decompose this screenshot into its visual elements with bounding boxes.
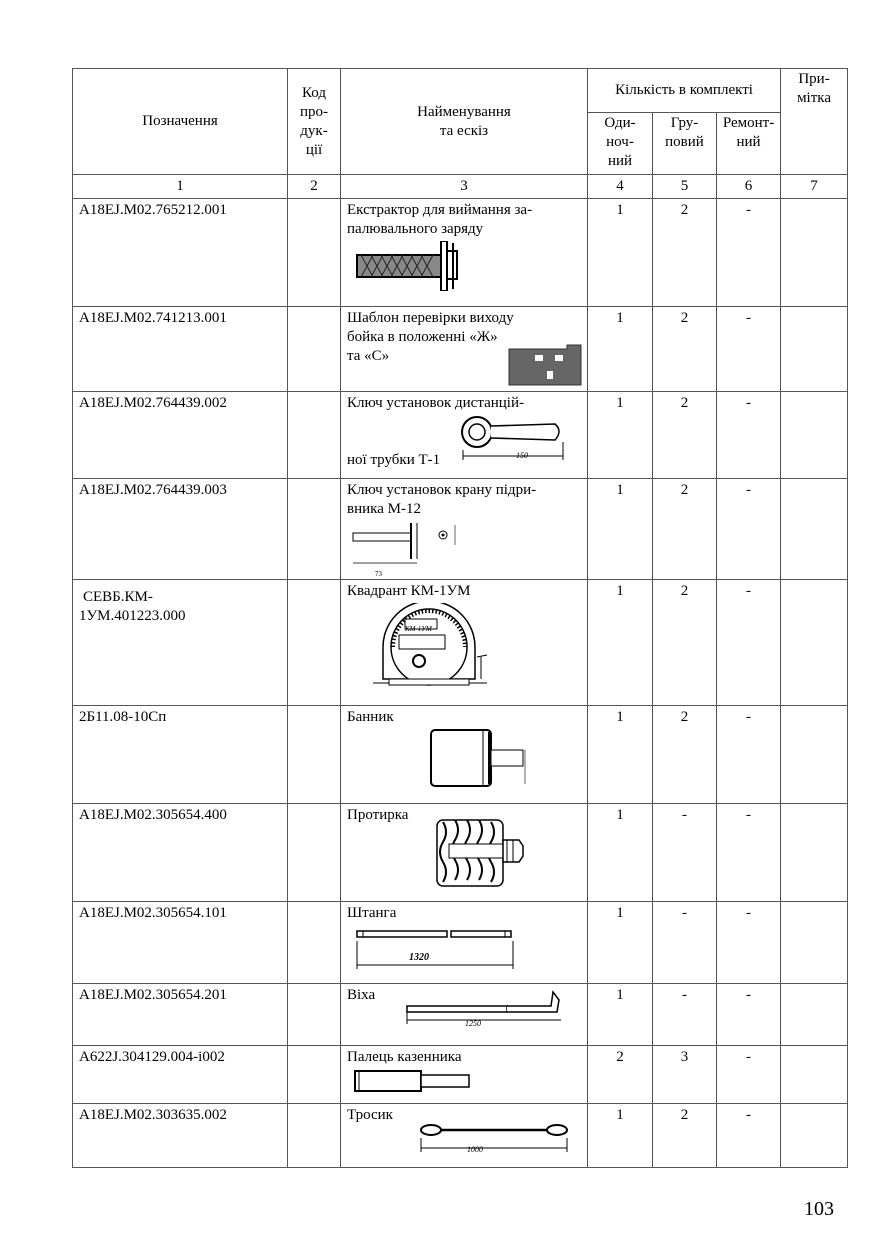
table-row xyxy=(73,199,848,307)
header-product-code: Код про- дук- ції xyxy=(288,69,341,175)
row-designation: А18ЕJ.М02.764439.002 xyxy=(73,392,288,479)
row-repair: - xyxy=(717,984,781,1046)
rod-dimension: 1320 xyxy=(409,952,429,963)
row-designation: А18ЕJ.М02.764439.003 xyxy=(73,479,288,580)
valve-key-sketch xyxy=(347,521,467,569)
header-designation: Позначення xyxy=(73,69,288,175)
row-group: 3 xyxy=(653,1046,717,1104)
row-repair: - xyxy=(717,804,781,902)
row-single: 1 xyxy=(588,580,653,706)
row-name: Ключ установок дистанцій- ної трубки Т-1 150 xyxy=(341,392,588,479)
table-row xyxy=(73,580,848,706)
row-repair: - xyxy=(717,479,781,580)
row-group: - xyxy=(653,902,717,984)
row-group: - xyxy=(653,804,717,902)
table-row xyxy=(73,1104,848,1168)
valve-key-dimension: 73 xyxy=(375,570,382,578)
row-designation: А18ЕJ.М02.765212.001 xyxy=(73,199,288,307)
cable-sketch xyxy=(411,1120,581,1160)
template-sketch xyxy=(505,343,585,387)
row-designation: А18ЕJ.М02.741213.001 xyxy=(73,307,288,392)
row-group: 2 xyxy=(653,1104,717,1168)
page-number: 103 xyxy=(804,1198,834,1220)
column-number: 4 xyxy=(588,175,653,199)
table-row xyxy=(73,902,848,984)
table-row xyxy=(73,984,848,1046)
row-group: 2 xyxy=(653,706,717,804)
row-group: - xyxy=(653,984,717,1046)
header-group: Гру- повий xyxy=(653,113,717,175)
row-designation: А18ЕJ.М02.303635.002 xyxy=(73,1104,288,1168)
row-name: Ключ установок крану підри- вника М-12 73 xyxy=(341,479,588,580)
column-number: 7 xyxy=(781,175,848,199)
row-repair: - xyxy=(717,706,781,804)
row-repair: - xyxy=(717,902,781,984)
row-designation: А18ЕJ.М02.305654.400 xyxy=(73,804,288,902)
table-row xyxy=(73,479,848,580)
table-row xyxy=(73,1046,848,1104)
pin-sketch xyxy=(347,1069,477,1095)
row-repair: - xyxy=(717,392,781,479)
spec-table xyxy=(72,68,848,1168)
cable-dimension: 1000 xyxy=(467,1145,483,1154)
row-group: 2 xyxy=(653,580,717,706)
row-repair: - xyxy=(717,199,781,307)
rod-sketch xyxy=(347,925,527,973)
column-number: 5 xyxy=(653,175,717,199)
wiper-sketch xyxy=(427,810,537,894)
pole-sketch xyxy=(401,990,581,1026)
quadrant-sketch xyxy=(369,603,509,701)
table-row xyxy=(73,706,848,804)
row-single: 1 xyxy=(588,706,653,804)
header-repair: Ремонт- ний xyxy=(717,113,781,175)
row-name: Тросик 1000 xyxy=(341,1104,588,1168)
header-single: Оди- ноч- ний xyxy=(588,113,653,175)
row-single: 1 xyxy=(588,804,653,902)
row-single: 1 xyxy=(588,984,653,1046)
row-name: Банник xyxy=(341,706,588,804)
row-group: 2 xyxy=(653,479,717,580)
row-single: 1 xyxy=(588,902,653,984)
extractor-sketch xyxy=(351,241,471,291)
row-designation: А18ЕJ.М02.305654.101 xyxy=(73,902,288,984)
row-single: 1 xyxy=(588,1104,653,1168)
header-name: Найменування та ескіз xyxy=(341,69,588,175)
column-number: 1 xyxy=(73,175,288,199)
row-repair: - xyxy=(717,307,781,392)
row-group: 2 xyxy=(653,392,717,479)
row-repair: - xyxy=(717,1046,781,1104)
pole-dimension: 1250 xyxy=(465,1019,481,1028)
row-name: Віха 1250 xyxy=(341,984,588,1046)
header-qty-group: Кількість в комплекті xyxy=(588,69,781,113)
quadrant-label: КМ-1УМ xyxy=(405,625,432,633)
table-row xyxy=(73,804,848,902)
bannik-sketch xyxy=(427,724,537,794)
row-name: Палець казенника xyxy=(341,1046,588,1104)
key-dimension: 150 xyxy=(516,451,528,460)
column-number: 3 xyxy=(341,175,588,199)
row-single: 2 xyxy=(588,1046,653,1104)
row-single: 1 xyxy=(588,199,653,307)
column-number-row xyxy=(73,175,848,199)
table-row xyxy=(73,392,848,479)
header-note: При- мітка xyxy=(781,69,848,175)
column-number: 6 xyxy=(717,175,781,199)
row-designation: А622J.304129.004-і002 xyxy=(73,1046,288,1104)
row-single: 1 xyxy=(588,479,653,580)
row-name: Квадрант КМ-1УМ КМ-1УМ xyxy=(341,580,588,706)
row-group: 2 xyxy=(653,307,717,392)
row-designation: А18ЕJ.М02.305654.201 xyxy=(73,984,288,1046)
row-repair: - xyxy=(717,580,781,706)
row-group: 2 xyxy=(653,199,717,307)
row-name: Штанга 1320 xyxy=(341,902,588,984)
table-row xyxy=(73,307,848,392)
row-designation: СЕВБ.КМ- 1УМ.401223.000 xyxy=(73,580,288,706)
row-name: Протирка xyxy=(341,804,588,902)
row-designation: 2Б11.08-10Сп xyxy=(73,706,288,804)
column-number: 2 xyxy=(288,175,341,199)
row-single: 1 xyxy=(588,392,653,479)
row-single: 1 xyxy=(588,307,653,392)
row-name: Шаблон перевірки виходу бойка в положенні «Ж» та «С» xyxy=(341,307,588,392)
key-sketch xyxy=(459,412,571,464)
row-repair: - xyxy=(717,1104,781,1168)
row-name: Екстрактор для виймання за- палювального заряду xyxy=(341,199,588,307)
